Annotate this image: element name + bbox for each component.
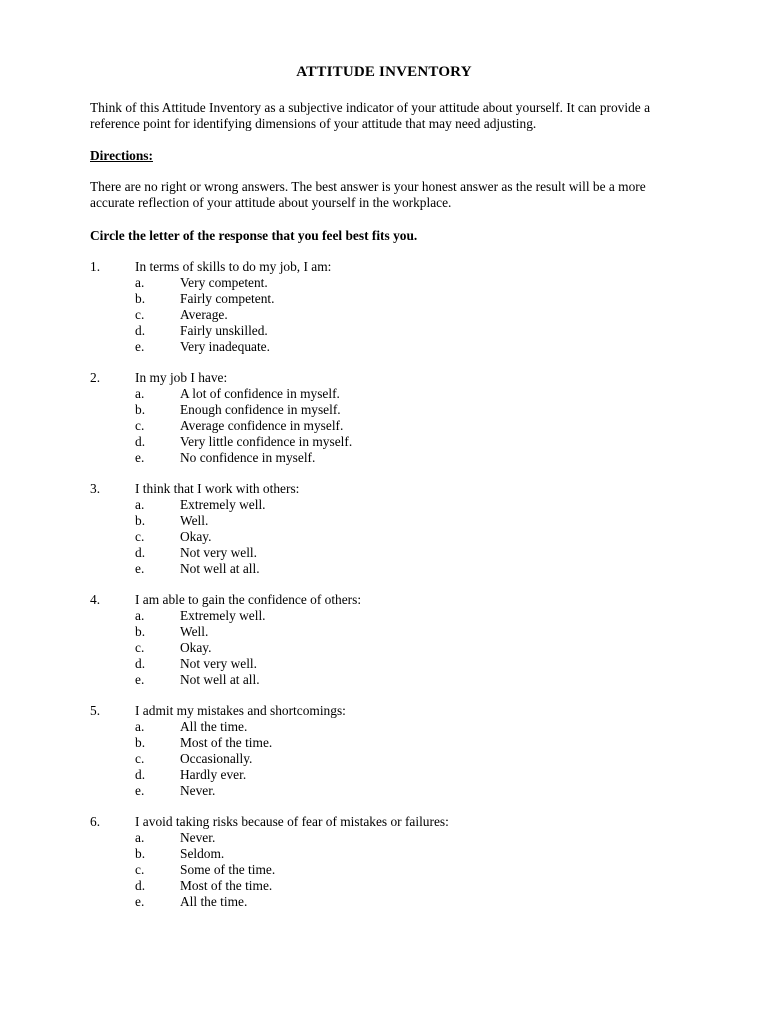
answer-option[interactable] [90, 339, 690, 355]
option-letter[interactable]: e. [135, 672, 145, 687]
question-line [90, 814, 690, 830]
instruction-text: Circle the letter of the response that you feel best fits you. [90, 228, 418, 243]
option-letter[interactable]: c. [135, 862, 145, 877]
answer-option[interactable] [90, 513, 690, 529]
option-text: Fairly unskilled. [180, 323, 268, 338]
option-text: Some of the time. [180, 862, 276, 877]
option-text: All the time. [180, 894, 248, 909]
question-text: In terms of skills to do my job, I am: [135, 259, 332, 274]
option-text: Fairly competent. [180, 291, 275, 306]
intro-paragraph: Think of this Attitude Inventory as a subjective indicator of your attitude about yourself. It can provide a reference point for identifying dimensions of your attitude that may need adjusting. [90, 100, 651, 131]
directions-paragraph: There are no right or wrong answers. The best answer is your honest answer as the result will be a more accurate reflection of your attitude about yourself in the workplace. [90, 179, 646, 210]
question-2 [90, 370, 690, 466]
answer-option[interactable] [90, 402, 690, 418]
option-text: Very little confidence in myself. [180, 434, 353, 449]
option-letter[interactable]: d. [135, 434, 146, 449]
option-letter[interactable]: d. [135, 323, 146, 338]
answer-option[interactable] [90, 608, 690, 624]
option-text: Most of the time. [180, 878, 273, 893]
answer-option[interactable] [90, 656, 690, 672]
option-letter[interactable]: e. [135, 561, 145, 576]
answer-option[interactable] [90, 275, 690, 291]
answer-option[interactable] [90, 783, 690, 799]
option-text: Never. [180, 830, 216, 845]
option-letter[interactable]: d. [135, 878, 146, 893]
option-letter[interactable]: d. [135, 767, 146, 782]
option-text: Okay. [180, 640, 212, 655]
question-5 [90, 703, 690, 799]
option-text: Seldom. [180, 846, 225, 861]
option-letter[interactable]: a. [135, 830, 145, 845]
answer-option[interactable] [90, 830, 690, 846]
option-letter[interactable]: e. [135, 894, 145, 909]
answer-option[interactable] [90, 450, 690, 466]
answer-option[interactable] [90, 497, 690, 513]
question-text: I avoid taking risks because of fear of mistakes or failures: [135, 814, 449, 829]
answer-option[interactable] [90, 307, 690, 323]
question-text: I am able to gain the confidence of others: [135, 592, 362, 607]
option-letter[interactable]: b. [135, 402, 146, 417]
question-number: 3. [90, 481, 101, 496]
answer-option[interactable] [90, 418, 690, 434]
question-line [90, 592, 690, 608]
option-letter[interactable]: a. [135, 497, 145, 512]
answer-option[interactable] [90, 846, 690, 862]
question-number: 2. [90, 370, 101, 385]
option-text: All the time. [180, 719, 248, 734]
option-text: No confidence in myself. [180, 450, 316, 465]
answer-option[interactable] [90, 735, 690, 751]
question-line [90, 481, 690, 497]
option-text: Extremely well. [180, 497, 266, 512]
option-letter[interactable]: c. [135, 640, 145, 655]
option-text: Not well at all. [180, 561, 260, 576]
option-letter[interactable]: a. [135, 275, 145, 290]
answer-option[interactable] [90, 878, 690, 894]
question-4 [90, 592, 690, 688]
question-number: 5. [90, 703, 101, 718]
option-text: Not very well. [180, 545, 257, 560]
option-text: Hardly ever. [180, 767, 247, 782]
option-text: Never. [180, 783, 216, 798]
option-letter[interactable]: e. [135, 339, 145, 354]
option-letter[interactable]: b. [135, 624, 146, 639]
answer-option[interactable] [90, 386, 690, 402]
option-letter[interactable]: b. [135, 291, 146, 306]
option-letter[interactable]: b. [135, 735, 146, 750]
option-text: Very inadequate. [180, 339, 270, 354]
question-1 [90, 259, 690, 355]
option-text: Okay. [180, 529, 212, 544]
answer-option[interactable] [90, 624, 690, 640]
answer-option[interactable] [90, 291, 690, 307]
answer-option[interactable] [90, 434, 690, 450]
answer-option[interactable] [90, 545, 690, 561]
option-text: Extremely well. [180, 608, 266, 623]
answer-option[interactable] [90, 862, 690, 878]
option-letter[interactable]: a. [135, 719, 145, 734]
option-letter[interactable]: e. [135, 450, 145, 465]
option-letter[interactable]: a. [135, 608, 145, 623]
option-text: Well. [180, 513, 209, 528]
option-letter[interactable]: c. [135, 307, 145, 322]
option-text: Very competent. [180, 275, 268, 290]
question-number: 1. [90, 259, 101, 274]
question-line [90, 259, 690, 275]
answer-option[interactable] [90, 894, 690, 910]
question-3 [90, 481, 690, 577]
answer-option[interactable] [90, 323, 690, 339]
question-line [90, 370, 690, 386]
question-6 [90, 814, 690, 910]
option-letter[interactable]: d. [135, 656, 146, 671]
answer-option[interactable] [90, 640, 690, 656]
answer-option[interactable] [90, 719, 690, 735]
option-text: Occasionally. [180, 751, 253, 766]
question-text: I admit my mistakes and shortcomings: [135, 703, 346, 718]
question-line [90, 703, 690, 719]
option-letter[interactable]: c. [135, 751, 145, 766]
option-letter[interactable]: a. [135, 386, 145, 401]
question-text: In my job I have: [135, 370, 228, 385]
option-letter[interactable]: b. [135, 846, 146, 861]
option-letter[interactable]: d. [135, 545, 146, 560]
option-letter[interactable]: c. [135, 418, 145, 433]
option-text: Most of the time. [180, 735, 273, 750]
answer-option[interactable] [90, 751, 690, 767]
answer-option[interactable] [90, 767, 690, 783]
answer-option[interactable] [90, 529, 690, 545]
option-text: Average confidence in myself. [180, 418, 344, 433]
answer-option[interactable] [90, 672, 690, 688]
question-number: 4. [90, 592, 101, 607]
document-title: ATTITUDE INVENTORY [296, 64, 472, 80]
option-letter[interactable]: b. [135, 513, 146, 528]
question-text: I think that I work with others: [135, 481, 300, 496]
option-text: Not well at all. [180, 672, 260, 687]
option-text: Not very well. [180, 656, 257, 671]
option-letter[interactable]: e. [135, 783, 145, 798]
option-letter[interactable]: c. [135, 529, 145, 544]
option-text: A lot of confidence in myself. [180, 386, 340, 401]
option-text: Well. [180, 624, 209, 639]
question-number: 6. [90, 814, 101, 829]
option-text: Average. [180, 307, 228, 322]
directions-heading: Directions: [90, 148, 153, 163]
option-text: Enough confidence in myself. [180, 402, 341, 417]
answer-option[interactable] [90, 561, 690, 577]
